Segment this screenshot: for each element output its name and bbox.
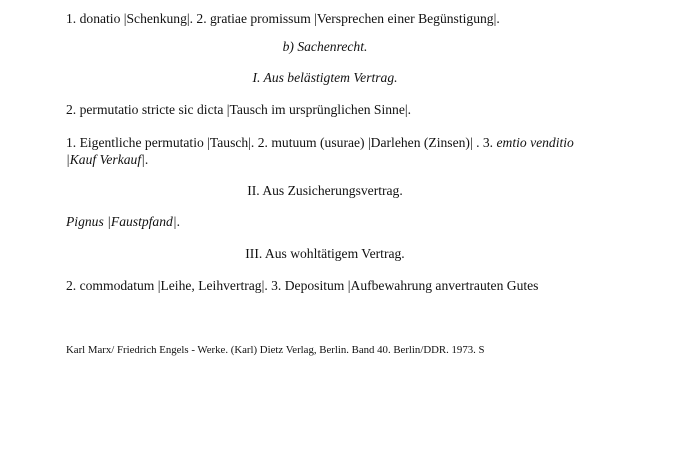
heading-wohltaetigem-vertrag: III. Aus wohltätigem Vertrag. bbox=[245, 246, 405, 261]
text-line-kauf-verkauf bbox=[66, 151, 148, 169]
footer-citation: Karl Marx/ Friedrich Engels - Werke. (Karl) Dietz Verlag, Berlin. Band 40. Berlin/DDR. 1973. S bbox=[66, 344, 485, 356]
text-segment: . bbox=[176, 214, 180, 229]
text-segment: 1. Eigentliche permutatio |Tausch|. 2. mutuum (usurae) |Darlehen (Zinsen)| . 3. bbox=[66, 135, 497, 150]
heading-sachenrecht: b) Sachenrecht. bbox=[282, 39, 368, 54]
text-line-commodatum: 2. commodatum |Leihe, Leihvertrag|. 3. Depositum |Aufbewahrung anvertrauten Gutes bbox=[66, 278, 539, 293]
text-segment: . bbox=[144, 152, 149, 167]
heading-zusicherungsvertrag: II. Aus Zusicherungsvertrag. bbox=[247, 183, 403, 198]
text-line-pignus bbox=[66, 213, 180, 231]
text-line-donatio: 1. donatio |Schenkung|. 2. gratiae promissum |Versprechen einer Begünstigung|. bbox=[66, 11, 500, 26]
heading-belaestigtem-vertrag: I. Aus belästigtem Vertrag. bbox=[252, 70, 398, 85]
text-segment-italic: emtio venditio bbox=[496, 135, 574, 150]
text-segment-italic: Pignus |Faustpfand| bbox=[66, 214, 177, 229]
text-line-eigentliche-permutatio bbox=[66, 134, 574, 152]
text-segment-italic: |Kauf Verkauf| bbox=[66, 152, 145, 167]
text-line-permutatio: 2. permutatio stricte sic dicta |Tausch im ursprünglichen Sinne|. bbox=[66, 102, 412, 117]
